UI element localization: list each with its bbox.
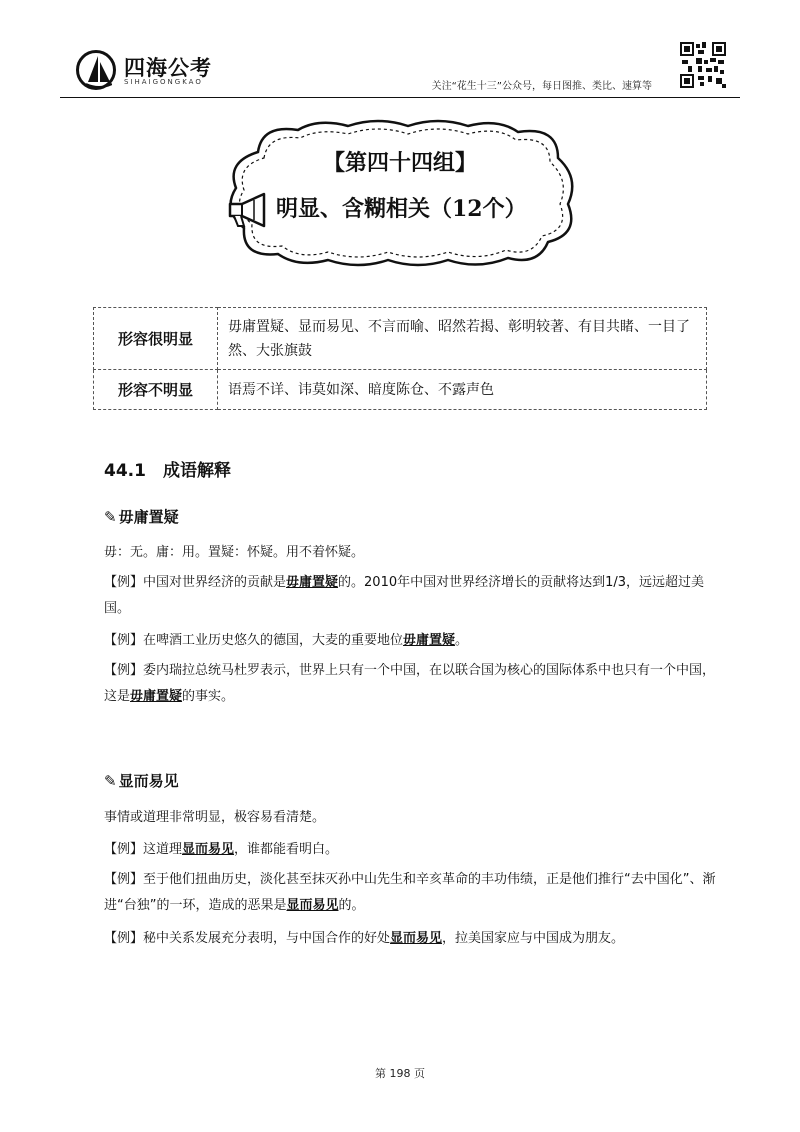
example-text: ，拉美国家应与中国成为朋友。 bbox=[442, 931, 625, 946]
category-cell: 形容不明显 bbox=[94, 370, 218, 410]
example-text: 【例】委内瑞拉总统马杜罗表示，世界上只有一个中国，在以联合国为核心的国际体系中也只有一个中国，这是 bbox=[104, 663, 716, 704]
pencil-icon: ✎ bbox=[104, 508, 117, 526]
example-sentence bbox=[104, 867, 724, 919]
idiom-title bbox=[104, 770, 179, 791]
example-sentence bbox=[104, 570, 724, 622]
sail-icon bbox=[86, 54, 112, 88]
megaphone-icon bbox=[224, 190, 272, 230]
highlighted-idiom: 毋庸置疑 bbox=[403, 633, 456, 648]
example-text: 【例】这道理 bbox=[104, 842, 183, 857]
idiom-title-text: 显而易见 bbox=[118, 772, 179, 790]
section-heading: 44.1 成语解释 bbox=[104, 461, 231, 481]
table-row bbox=[94, 308, 707, 370]
idiom-title bbox=[104, 506, 179, 527]
group-title: 明显、含糊相关（12个） bbox=[276, 196, 527, 222]
logo-subtext: SIHAIGONGKAO bbox=[124, 78, 203, 86]
logo bbox=[76, 48, 276, 96]
idiom-title-text: 毋庸置疑 bbox=[118, 508, 179, 526]
header-divider bbox=[60, 97, 740, 98]
page-header bbox=[60, 40, 740, 98]
idiom-list-cell: 语焉不详、讳莫如深、暗度陈仓、不露声色 bbox=[218, 370, 707, 410]
logo-text: 四海公考 bbox=[124, 56, 212, 80]
example-text: 。 bbox=[455, 633, 469, 648]
page-number: 第 198 页 bbox=[375, 1067, 425, 1080]
example-text: 的事实。 bbox=[182, 689, 235, 704]
header-tagline: 关注“花生十三”公众号，每日图推、类比、速算等 bbox=[431, 81, 652, 92]
highlighted-idiom: 毋庸置疑 bbox=[130, 689, 183, 704]
example-text: 【例】在啤酒工业历史悠久的德国，大麦的重要地位 bbox=[104, 633, 404, 648]
highlighted-idiom: 显而易见 bbox=[182, 842, 235, 857]
example-text: 【例】秘中关系发展充分表明，与中国合作的好处 bbox=[104, 931, 391, 946]
group-banner bbox=[218, 118, 582, 270]
example-sentence bbox=[104, 658, 724, 710]
example-text: 【例】中国对世界经济的贡献是 bbox=[104, 575, 287, 590]
table-row bbox=[94, 370, 707, 410]
group-label: 【第四十四组】 bbox=[322, 150, 477, 176]
idiom-list-cell: 毋庸置疑、显而易见、不言而喻、昭然若揭、彰明较著、有目共睹、一目了然、大张旗鼓 bbox=[218, 308, 707, 370]
idiom-definition: 毋：无。庸：用。置疑：怀疑。用不着怀疑。 bbox=[104, 545, 365, 560]
example-sentence bbox=[104, 837, 724, 863]
category-cell: 形容很明显 bbox=[94, 308, 218, 370]
highlighted-idiom: 显而易见 bbox=[286, 898, 339, 913]
idiom-definition: 事情或道理非常明显，极容易看清楚。 bbox=[104, 810, 326, 825]
highlighted-idiom: 毋庸置疑 bbox=[286, 575, 339, 590]
example-text: 的。2010年中国对世界经济增长的贡献将达到1/3，远远超过美国。 bbox=[104, 575, 705, 616]
example-text: ，谁都能看明白。 bbox=[234, 842, 339, 857]
example-text: 的。 bbox=[338, 898, 365, 913]
example-sentence bbox=[104, 628, 724, 654]
example-sentence bbox=[104, 926, 724, 952]
highlighted-idiom: 显而易见 bbox=[390, 931, 443, 946]
qr-code-icon bbox=[680, 42, 726, 88]
example-text: 【例】至于他们扭曲历史，淡化甚至抹灭孙中山先生和辛亥革命的丰功伟绩，正是他们推行“去中国化”、渐进“台独”的一环，造成的恶果是 bbox=[104, 872, 716, 913]
pencil-icon: ✎ bbox=[104, 772, 117, 790]
summary-table bbox=[93, 307, 707, 410]
